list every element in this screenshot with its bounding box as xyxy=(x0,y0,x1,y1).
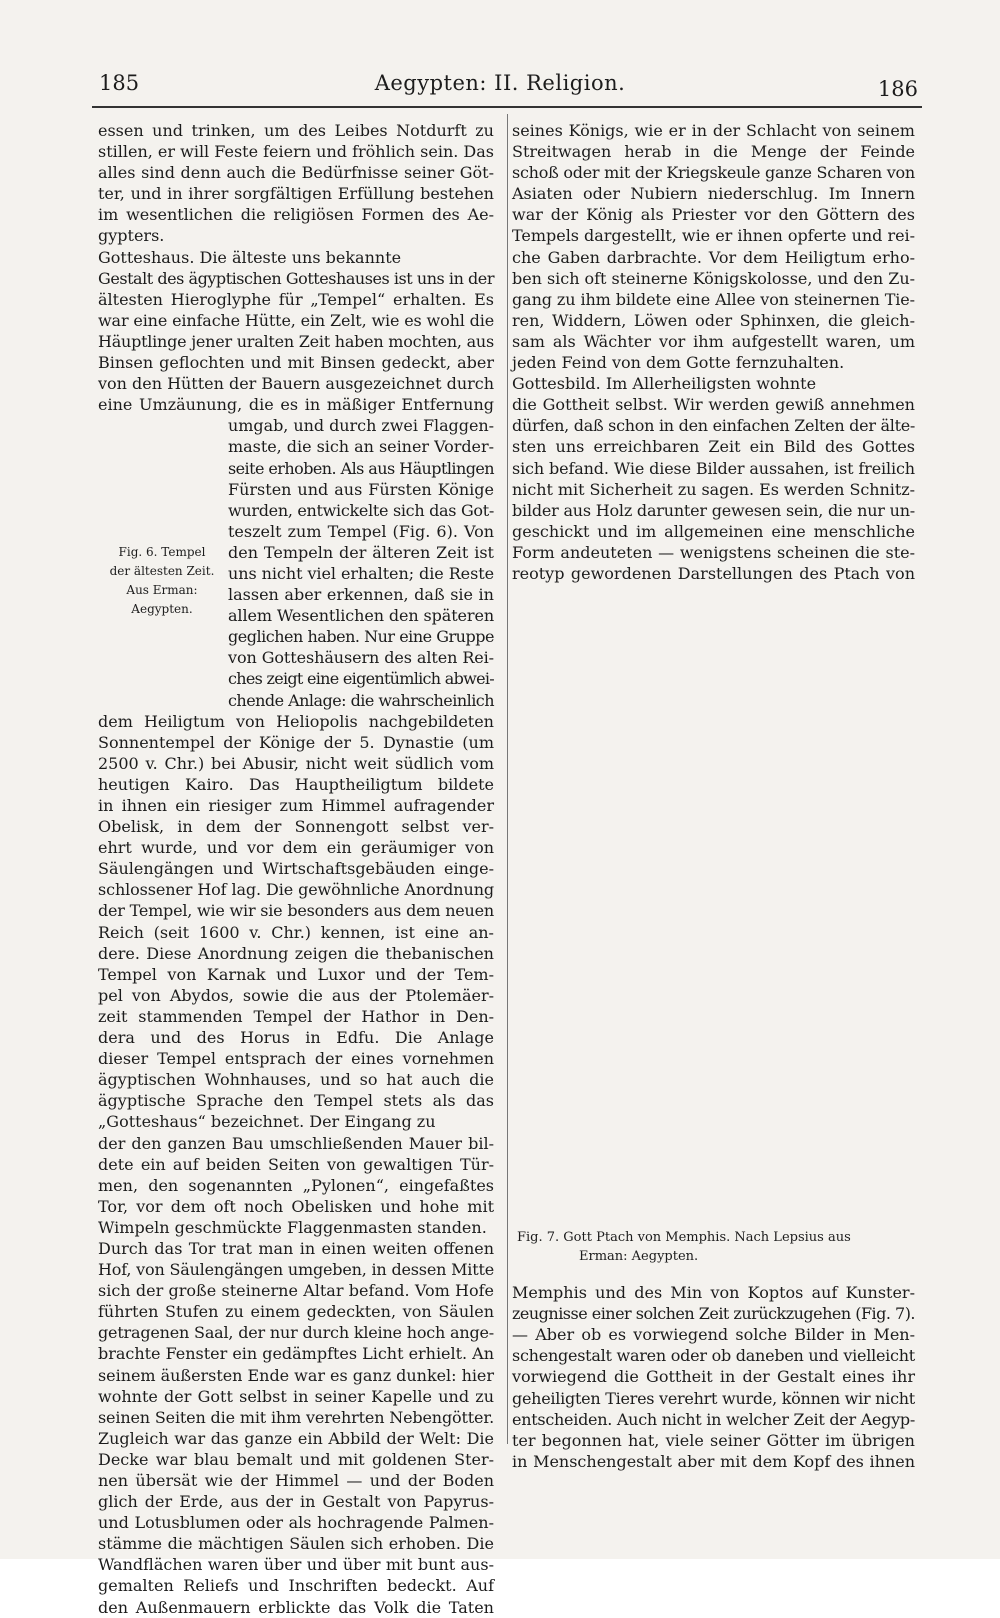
text-line: dieser Tempel entsprach der eines vornehmen xyxy=(98,1049,495,1069)
text-line: Form andeuteten — wenigstens scheinen die ste- xyxy=(512,542,915,562)
text-line: sten uns erreichbaren Zeit ein Bild des Gottes xyxy=(512,437,915,457)
left-column-bottom-text xyxy=(98,711,494,1618)
text-line: — Aber ob es vorwiegend solche Bilder in Men- xyxy=(512,1325,916,1345)
text-line: allem Wesentlichen den späteren xyxy=(228,606,495,626)
text-line: sich befand. Wie diese Bilder aussahen, ist freilich xyxy=(512,458,915,478)
text-line: wohnte der Gott selbst in seiner Kapelle und zu xyxy=(98,1386,495,1406)
text-line: geglichen haben. Nur eine Gruppe xyxy=(228,627,494,647)
text-line: dürfen, daß schon in den einfachen Zelten der älte- xyxy=(512,416,916,436)
text-line: vorwiegend die Gottheit in der Gestalt eines ihr xyxy=(512,1367,915,1387)
page-number-right: 186 xyxy=(877,77,918,101)
text-line: nicht mit Sicherheit zu sagen. Es werden Schnitz- xyxy=(512,479,915,499)
text-line: der den ganzen Bau umschließenden Mauer bil- xyxy=(98,1133,495,1153)
text-line: dem Heiligtum von Heliopolis nachgebildeten xyxy=(98,711,494,731)
left-column xyxy=(98,120,494,1618)
fig6-caption-line: Aus Erman: xyxy=(126,583,198,597)
text-line: Tempels dargestellt, wie er ihnen opferte und rei- xyxy=(512,226,916,246)
text-line: sich der große steinerne Altar befand. Vom Hofe xyxy=(98,1281,495,1301)
fig6-caption-line: Aegypten. xyxy=(131,602,193,616)
text-line: ehrt wurde, und vor dem ein geräumiger von xyxy=(98,838,495,858)
text-line: brachte Fenster ein gedämpftes Licht erhielt. An xyxy=(98,1344,495,1364)
text-line: stillen, er will Feste feiern und fröhlich sein. Das xyxy=(98,142,495,162)
fig6-caption-line: der ältesten Zeit. xyxy=(109,564,215,578)
text-line: entscheiden. Auch nicht in welcher Zeit der Aegyp- xyxy=(512,1409,915,1429)
text-line: und Lotusblumen oder als hochragende Palmen- xyxy=(98,1513,494,1533)
text-line: Streitwagen herab in die Menge der Feinde xyxy=(512,142,916,162)
fig6-caption xyxy=(100,543,224,619)
text-line: den Tempeln der älteren Zeit ist xyxy=(228,542,494,562)
text-line: Sonnentempel der Könige der 5. Dynastie (um xyxy=(98,732,495,752)
text-line: jeden Feind von dem Gotte fernzuhalten. xyxy=(512,353,845,373)
text-line: heutigen Kairo. Das Hauptheiligtum bildete xyxy=(98,774,495,794)
text-line: lassen aber erkennen, daß sie in xyxy=(228,585,494,605)
text-line: Obelisk, in dem der Sonnengott selbst ver- xyxy=(98,817,495,837)
text-line: seinen Seiten die mit ihm verehrten Nebengötter. xyxy=(98,1407,494,1427)
fig7-caption-line: Erman: Aegypten. xyxy=(579,1249,699,1264)
text-line: che Gaben darbrachte. Vor dem Heiligtum erho- xyxy=(512,247,916,267)
header-rule xyxy=(92,106,922,108)
text-line: führten Stufen zu einem gedeckten, von Säulen xyxy=(98,1302,495,1322)
text-line: schengestalt waren oder ob daneben und vielleicht xyxy=(512,1346,915,1366)
text-line: seines Königs, wie er in der Schlacht von seinem xyxy=(512,121,915,140)
text-line: wurden, entwickelte sich das Got- xyxy=(228,500,494,520)
fig6-caption-line: Fig. 6. Tempel xyxy=(118,545,206,559)
text-line: Tempel von Karnak und Luxor und der Tem- xyxy=(98,964,495,984)
text-line: Hof, von Säulengängen umgeben, in dessen Mitte xyxy=(98,1260,494,1280)
text-line: ägyptischen Wohnhauses, und so hat auch die xyxy=(98,1070,494,1090)
text-line: teszelt zum Tempel (Fig. 6). Von xyxy=(228,521,495,541)
text-line: Reich (seit 1600 v. Chr.) kennen, ist eine an- xyxy=(98,922,494,942)
right-column xyxy=(512,120,915,1472)
fig7-space xyxy=(512,584,915,1282)
text-line: schlossener Hof lag. Die gewöhnliche Anordnung xyxy=(98,880,495,900)
text-line: gemalten Reliefs und Inschriften bedeckt. Auf xyxy=(98,1576,494,1596)
text-line: ben sich oft steinerne Königskolosse, und den Zu- xyxy=(512,268,915,288)
text-line: pel von Abydos, sowie die aus der Ptolemäer- xyxy=(98,985,495,1005)
fig7-caption-line: Fig. 7. Gott Ptach von Memphis. Nach Lepsius aus xyxy=(517,1230,851,1245)
text-line: von den Hütten der Bauern ausgezeichnet durch xyxy=(98,374,494,394)
text-line: Wimpeln geschmückte Flaggenmasten standen. xyxy=(98,1217,487,1237)
text-line: zeugnisse einer solchen Zeit zurückzugehen (Fig. 7). xyxy=(512,1304,916,1324)
text-line: ter, und in ihrer sorgfältigen Erfüllung bestehen xyxy=(98,184,494,204)
text-line: alles sind denn auch die Bedürfnisse seiner Göt- xyxy=(98,163,495,183)
right-column-top-text xyxy=(512,120,915,584)
text-line: sam als Wächter vor ihm aufgestellt waren, um xyxy=(512,331,915,351)
text-line: chende Anlage: die wahrscheinlich xyxy=(228,690,494,710)
text-line: von Gotteshäusern des alten Rei- xyxy=(228,648,494,668)
text-line: Gestalt des ägyptischen Gotteshauses ist uns in der xyxy=(98,268,494,288)
text-line: ches zeigt eine eigentümlich abwei- xyxy=(228,669,494,689)
column-divider xyxy=(507,114,508,1444)
text-line: eine Umzäunung, die es in mäßiger Entfernung xyxy=(98,395,495,415)
text-line: ältesten Hieroglyphe für „Tempel“ erhalten. Es xyxy=(98,289,495,309)
text-line: umgab, und durch zwei Flaggen- xyxy=(228,416,494,436)
text-line: Binsen geflochten und mit Binsen gedeckt, aber xyxy=(98,353,494,373)
text-line: uns nicht viel erhalten; die Reste xyxy=(228,563,494,583)
text-line: 2500 v. Chr.) bei Abusir, nicht weit südlich vom xyxy=(98,753,495,773)
text-line: Memphis und des Min von Koptos auf Kunster- xyxy=(512,1283,915,1303)
text-line: Fürsten und aus Fürsten Könige xyxy=(228,479,494,499)
fig7-caption xyxy=(517,1228,915,1266)
text-line: getragenen Saal, der nur durch kleine hoch ange- xyxy=(98,1323,495,1343)
left-column-top-text xyxy=(98,120,494,415)
text-line: zeit stammenden Tempel der Hathor in Den- xyxy=(98,1006,495,1026)
text-line: maste, die sich an seiner Vorder- xyxy=(228,437,494,457)
text-line: bilder aus Holz darunter gewesen sein, die nur un- xyxy=(512,500,915,520)
text-line: nen übersät wie der Himmel — und der Boden xyxy=(98,1471,495,1490)
text-line: den Außenmauern erblickte das Volk die Taten xyxy=(98,1597,494,1617)
text-line: geheiligten Tieres verehrt wurde, können wir nicht xyxy=(512,1388,915,1408)
text-line: ren, Widdern, Löwen oder Sphinxen, die gleich- xyxy=(512,310,915,330)
text-line: gang zu ihm bildete eine Allee von steinernen Tie- xyxy=(512,289,915,309)
text-line: dera und des Horus in Edfu. Die Anlage xyxy=(98,1028,494,1048)
text-line: Säulengängen und Wirtschaftsgebäuden einge- xyxy=(98,859,495,879)
text-line: schoß oder mit der Kriegskeule ganze Scharen von xyxy=(512,163,915,183)
text-line: in ihnen ein riesiger zum Himmel aufragender xyxy=(98,796,495,815)
text-line: stämme die mächtigen Säulen sich erhoben. Die xyxy=(98,1534,494,1554)
text-line: ägyptische Sprache den Tempel stets als das xyxy=(98,1091,494,1111)
text-line: Zugleich war das ganze ein Abbild der Welt: Die xyxy=(98,1428,494,1448)
text-line: men, den sogenannten „Pylonen“, eingefaßtes xyxy=(98,1175,495,1195)
text-line: war eine einfache Hütte, ein Zelt, wie es wohl die xyxy=(98,310,495,330)
page-number-left: 185 xyxy=(99,71,140,95)
text-line: Gotteshaus. Die älteste uns bekannte xyxy=(98,247,402,267)
text-line: essen und trinken, um des Leibes Notdurft zu xyxy=(98,121,494,140)
text-line: Wandflächen waren über und über mit bunt aus- xyxy=(98,1555,494,1575)
text-line: Durch das Tor trat man in einen weiten offenen xyxy=(98,1238,495,1258)
text-line: der Tempel, wie wir sie besonders aus dem neuen xyxy=(98,901,495,921)
text-line: reotyp gewordenen Darstellungen des Ptach von xyxy=(512,563,915,583)
text-line: seinem äußersten Ende war es ganz dunkel: hier xyxy=(98,1365,495,1385)
text-line: Decke war blau bemalt und mit goldenen Ster- xyxy=(98,1449,495,1469)
text-line: Tor, vor dem oft noch Obelisken und hohe mit xyxy=(98,1196,495,1216)
text-line: seite erhoben. Als aus Häuptlingen xyxy=(228,458,495,478)
text-line: geschickt und im allgemeinen eine menschliche xyxy=(512,521,915,541)
text-line: dere. Diese Anordnung zeigen die thebanischen xyxy=(98,943,494,963)
text-line: im wesentlichen die religiösen Formen des Ae- xyxy=(98,205,494,225)
text-line: war der König als Priester vor den Göttern des xyxy=(512,205,915,225)
text-line: gypters. xyxy=(98,226,165,246)
text-line: ter begonnen hat, viele seiner Götter im übrigen xyxy=(512,1430,915,1450)
text-line: Gottesbild. Im Allerheiligsten wohnte xyxy=(512,374,817,394)
running-title: Aegypten: II. Religion. xyxy=(374,71,626,95)
text-line: die Gottheit selbst. Wir werden gewiß annehmen xyxy=(512,395,915,415)
text-line: in Menschengestalt aber mit dem Kopf des ihnen xyxy=(512,1451,916,1471)
text-line: dete ein auf beiden Seiten von gewaltigen Tür- xyxy=(98,1154,495,1174)
text-line: Häuptlinge jener uralten Zeit haben mochten, aus xyxy=(98,331,494,351)
text-line: Asiaten oder Nubiern niederschlug. Im Innern xyxy=(512,184,916,204)
right-column-bottom-text xyxy=(512,1282,915,1472)
text-line: „Gotteshaus“ bezeichnet. Der Eingang zu xyxy=(98,1112,436,1132)
text-line: glich der Erde, aus der in Gestalt von Papyrus- xyxy=(98,1492,494,1512)
